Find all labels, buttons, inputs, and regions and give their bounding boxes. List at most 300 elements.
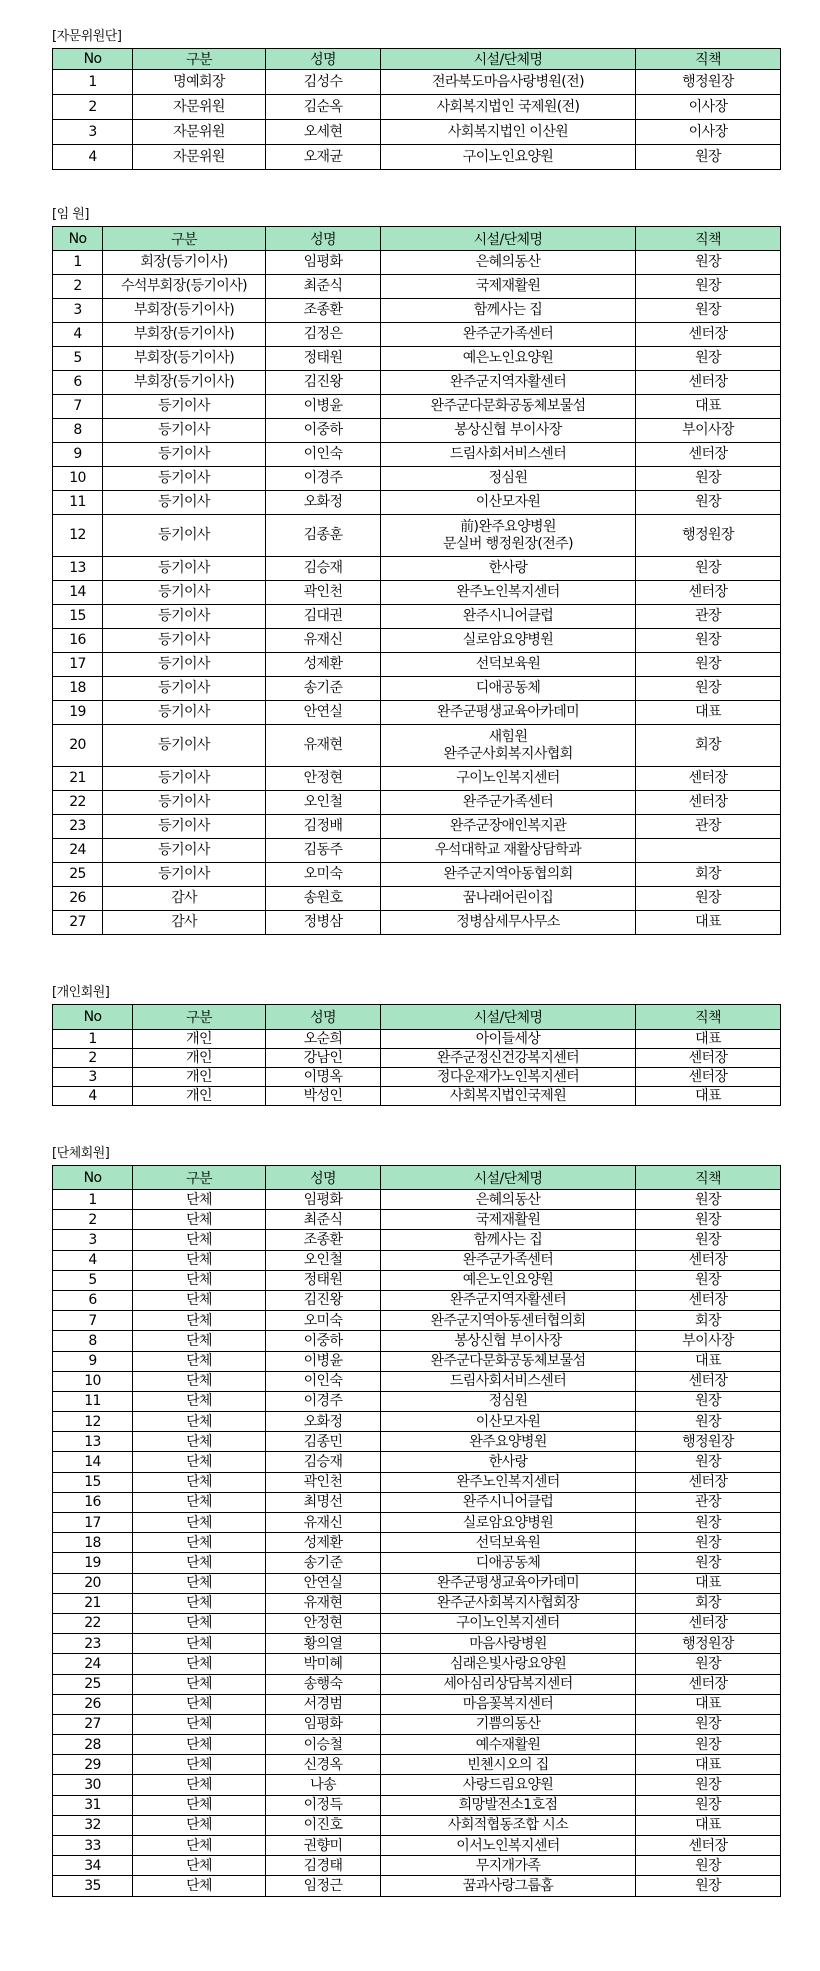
table-row: [53, 1513, 781, 1533]
cell-position: 원장: [636, 347, 781, 371]
individual-section: [52, 985, 780, 1106]
cell-position: 관장: [636, 1492, 781, 1512]
cell-no: 33: [53, 1836, 133, 1856]
cell-organization: 구이노인요양원: [381, 145, 636, 170]
cell-category: 단체: [133, 1573, 266, 1593]
table-row: [53, 1210, 781, 1230]
cell-no: 30: [53, 1775, 133, 1795]
cell-position: 회장: [636, 1311, 781, 1331]
cell-category: 등기이사: [103, 491, 266, 515]
cell-category: 단체: [133, 1331, 266, 1351]
cell-no: 6: [53, 371, 103, 395]
cell-category: 단체: [133, 1391, 266, 1411]
cell-position: 원장: [636, 1533, 781, 1553]
table-row: [53, 395, 781, 419]
cell-name: 이인숙: [266, 1371, 381, 1391]
cell-organization: 꿈과사랑그룹홈: [381, 1876, 636, 1896]
cell-name: 김동주: [266, 839, 381, 863]
cell-name: 오순희: [266, 1030, 381, 1049]
cell-position: 센터장: [636, 1836, 781, 1856]
cell-no: 1: [53, 1030, 133, 1049]
cell-category: 단체: [133, 1735, 266, 1755]
table-row: [53, 677, 781, 701]
table-row: [53, 887, 781, 911]
table-row: [53, 1068, 781, 1087]
cell-position: [636, 839, 781, 863]
table-row: [53, 1371, 781, 1391]
cell-organization: 완주군정신건강복지센터: [381, 1049, 636, 1068]
table-row: [53, 1492, 781, 1512]
table-row: [53, 1613, 781, 1633]
cell-position: 관장: [636, 815, 781, 839]
table-row: [53, 1049, 781, 1068]
cell-organization: 예수재활원: [381, 1735, 636, 1755]
cell-name: 오재균: [266, 145, 381, 170]
cell-name: 송행숙: [266, 1674, 381, 1694]
cell-category: 개인: [133, 1068, 266, 1087]
table-row: [53, 1553, 781, 1573]
cell-no: 22: [53, 791, 103, 815]
cell-no: 24: [53, 839, 103, 863]
cell-position: 원장: [636, 275, 781, 299]
cell-name: 임정근: [266, 1876, 381, 1896]
column-header-no: No: [53, 1166, 133, 1190]
cell-no: 13: [53, 557, 103, 581]
cell-name: 이병윤: [266, 395, 381, 419]
cell-position: 센터장: [636, 323, 781, 347]
group-table: [52, 1165, 781, 1897]
cell-no: 16: [53, 629, 103, 653]
cell-name: 최준식: [266, 1210, 381, 1230]
cell-position: 센터장: [636, 791, 781, 815]
cell-position: 센터장: [636, 1472, 781, 1492]
cell-organization: 이산모자원: [381, 491, 636, 515]
cell-organization: 마음사랑병원: [381, 1634, 636, 1654]
cell-category: 등기이사: [103, 725, 266, 767]
cell-organization: 국제재활원: [381, 275, 636, 299]
cell-name: 오화정: [266, 491, 381, 515]
table-row: [53, 299, 781, 323]
column-header-name: 성명: [266, 49, 381, 70]
table-row: [53, 1250, 781, 1270]
cell-line: 완주군사회복지사협회: [443, 745, 573, 762]
cell-name: 김진왕: [266, 371, 381, 395]
cell-name: 조종환: [266, 299, 381, 323]
cell-organization: 완주군지역아동협의회: [381, 863, 636, 887]
cell-no: 8: [53, 1331, 133, 1351]
officers-title: [임 원]: [52, 207, 89, 222]
column-header-name: 성명: [266, 1005, 381, 1030]
cell-no: 26: [53, 1694, 133, 1714]
officers-table: [52, 226, 781, 935]
cell-organization: 실로암요양병원: [381, 1513, 636, 1533]
cell-line: 문실버 행정원장(전주): [443, 535, 573, 552]
cell-organization: 완주군지역자활센터: [381, 371, 636, 395]
individual-title: [개인회원]: [52, 985, 110, 1000]
cell-category: 등기이사: [103, 839, 266, 863]
cell-name: 이경주: [266, 467, 381, 491]
cell-name: 곽인천: [266, 1472, 381, 1492]
table-row: [53, 251, 781, 275]
cell-organization: 우석대학교 재활상담학과: [381, 839, 636, 863]
cell-name: 송원호: [266, 887, 381, 911]
cell-name: 조종환: [266, 1230, 381, 1250]
cell-category: 단체: [133, 1290, 266, 1310]
cell-position: 원장: [636, 1210, 781, 1230]
cell-line: 前)완주요양병원: [460, 519, 556, 536]
cell-category: 부회장(등기이사): [103, 371, 266, 395]
cell-category: 단체: [133, 1755, 266, 1775]
cell-organization: 선덕보육원: [381, 653, 636, 677]
cell-position: 원장: [636, 1452, 781, 1472]
cell-position: 원장: [636, 1876, 781, 1896]
cell-category: 개인: [133, 1049, 266, 1068]
cell-category: 단체: [133, 1795, 266, 1815]
cell-name: 강남인: [266, 1049, 381, 1068]
cell-name: 권향미: [266, 1836, 381, 1856]
cell-position: 센터장: [636, 1371, 781, 1391]
table-row: [53, 1412, 781, 1432]
cell-category: 단체: [133, 1553, 266, 1573]
cell-category: 단체: [133, 1613, 266, 1633]
cell-no: 3: [53, 1230, 133, 1250]
cell-category: 단체: [133, 1634, 266, 1654]
cell-organization: 완주군평생교육아카데미: [381, 1573, 636, 1593]
cell-no: 23: [53, 815, 103, 839]
table-row: [53, 371, 781, 395]
cell-name: 박성인: [266, 1087, 381, 1106]
cell-category: 단체: [133, 1371, 266, 1391]
cell-name: 정병삼: [266, 911, 381, 935]
cell-organization: 구이노인복지센터: [381, 1613, 636, 1633]
cell-no: 11: [53, 1391, 133, 1411]
cell-no: 15: [53, 605, 103, 629]
cell-organization: 완주군평생교육아카데미: [381, 701, 636, 725]
cell-name: 안정현: [266, 767, 381, 791]
cell-category: 자문위원: [133, 95, 266, 120]
cell-no: 16: [53, 1492, 133, 1512]
cell-no: 4: [53, 323, 103, 347]
cell-no: 15: [53, 1472, 133, 1492]
cell-no: 1: [53, 1190, 133, 1210]
cell-organization: 희망발전소1호점: [381, 1795, 636, 1815]
cell-position: 원장: [636, 1230, 781, 1250]
cell-organization: 디애공동체: [381, 1553, 636, 1573]
cell-no: 3: [53, 299, 103, 323]
cell-name: 오인철: [266, 791, 381, 815]
cell-category: 등기이사: [103, 677, 266, 701]
cell-name: 이중하: [266, 419, 381, 443]
cell-organization: 완주군다문화공동체보물섬: [381, 1351, 636, 1371]
cell-category: 부회장(등기이사): [103, 347, 266, 371]
cell-no: 20: [53, 725, 103, 767]
cell-name: 김정은: [266, 323, 381, 347]
cell-no: 24: [53, 1654, 133, 1674]
column-header-category: 구분: [133, 1166, 266, 1190]
cell-name: 서경범: [266, 1694, 381, 1714]
cell-no: 4: [53, 145, 133, 170]
cell-no: 9: [53, 443, 103, 467]
cell-no: 27: [53, 1714, 133, 1734]
cell-organization: 사회복지법인 이산원: [381, 120, 636, 145]
cell-no: 17: [53, 653, 103, 677]
cell-category: 부회장(등기이사): [103, 299, 266, 323]
cell-position: 대표: [636, 1351, 781, 1371]
cell-position: 원장: [636, 1270, 781, 1290]
cell-no: 3: [53, 1068, 133, 1087]
cell-name: 오미숙: [266, 863, 381, 887]
cell-no: 1: [53, 70, 133, 95]
cell-organization: 완주요양병원: [381, 1432, 636, 1452]
cell-position: 원장: [636, 653, 781, 677]
cell-position: 센터장: [636, 1049, 781, 1068]
table-row: [53, 1856, 781, 1876]
table-row: [53, 1815, 781, 1835]
cell-organization: 은혜의동산: [381, 1190, 636, 1210]
table-row: [53, 1391, 781, 1411]
table-row: [53, 1533, 781, 1553]
column-header-position: 직책: [636, 227, 781, 251]
cell-organization: 빈첸시오의 집: [381, 1755, 636, 1775]
cell-organization: 완주군가족센터: [381, 323, 636, 347]
table-row: [53, 581, 781, 605]
cell-position: 회장: [636, 1593, 781, 1613]
cell-organization: 꿈나래어린이집: [381, 887, 636, 911]
cell-category: 등기이사: [103, 395, 266, 419]
cell-category: 등기이사: [103, 791, 266, 815]
cell-no: 14: [53, 581, 103, 605]
cell-no: 10: [53, 467, 103, 491]
cell-no: 22: [53, 1613, 133, 1633]
cell-position: 센터장: [636, 371, 781, 395]
cell-organization: 정다운재가노인복지센터: [381, 1068, 636, 1087]
cell-position: 센터장: [636, 1613, 781, 1633]
advisory-title: [자문위원단]: [52, 29, 122, 44]
cell-organization: 완주노인복지센터: [381, 1472, 636, 1492]
cell-no: 25: [53, 863, 103, 887]
cell-name: 성제환: [266, 653, 381, 677]
cell-organization: 완주시니어클럽: [381, 605, 636, 629]
cell-position: 원장: [636, 1190, 781, 1210]
cell-position: 회장: [636, 863, 781, 887]
cell-name: 나송: [266, 1775, 381, 1795]
cell-position: 부이사장: [636, 419, 781, 443]
cell-position: 센터장: [636, 581, 781, 605]
cell-category: 단체: [133, 1674, 266, 1694]
cell-organization: 한사랑: [381, 1452, 636, 1472]
table-row: [53, 1351, 781, 1371]
cell-position: 이사장: [636, 120, 781, 145]
cell-organization: 선덕보육원: [381, 1533, 636, 1553]
cell-position: 이사장: [636, 95, 781, 120]
cell-position: 센터장: [636, 1068, 781, 1087]
cell-category: 등기이사: [103, 605, 266, 629]
table-row: [53, 1755, 781, 1775]
table-row: [53, 1654, 781, 1674]
table-row: [53, 701, 781, 725]
table-row: [53, 120, 781, 145]
cell-name: 이진호: [266, 1815, 381, 1835]
cell-organization: [381, 515, 636, 557]
cell-name: 이인숙: [266, 443, 381, 467]
cell-position: 대표: [636, 1755, 781, 1775]
cell-position: 원장: [636, 1795, 781, 1815]
table-row: [53, 767, 781, 791]
cell-no: 19: [53, 1553, 133, 1573]
cell-no: 10: [53, 1371, 133, 1391]
cell-name: 오화정: [266, 1412, 381, 1432]
cell-position: 원장: [636, 251, 781, 275]
cell-category: 개인: [133, 1087, 266, 1106]
cell-category: 단체: [133, 1351, 266, 1371]
cell-no: 6: [53, 1290, 133, 1310]
header-row: [53, 1005, 781, 1030]
cell-category: 등기이사: [103, 653, 266, 677]
table-row: [53, 1087, 781, 1106]
cell-organization: 구이노인복지센터: [381, 767, 636, 791]
cell-name: 안연실: [266, 1573, 381, 1593]
cell-organization: 아이들세상: [381, 1030, 636, 1049]
cell-no: 2: [53, 95, 133, 120]
table-row: [53, 1270, 781, 1290]
table-row: [53, 443, 781, 467]
cell-name: 성제환: [266, 1533, 381, 1553]
cell-category: 단체: [133, 1694, 266, 1714]
group-title: [단체회원]: [52, 1146, 110, 1161]
cell-position: 대표: [636, 1030, 781, 1049]
cell-no: 27: [53, 911, 103, 935]
cell-category: 단체: [133, 1714, 266, 1734]
cell-position: 대표: [636, 1815, 781, 1835]
cell-organization: 드림사회서비스센터: [381, 1371, 636, 1391]
cell-position: 대표: [636, 911, 781, 935]
cell-category: 등기이사: [103, 557, 266, 581]
cell-position: 부이사장: [636, 1331, 781, 1351]
cell-organization: 디애공동체: [381, 677, 636, 701]
cell-organization: 사회복지법인국제원: [381, 1087, 636, 1106]
column-header-organization: 시설/단체명: [381, 49, 636, 70]
cell-no: 32: [53, 1815, 133, 1835]
cell-organization: 사랑드림요양원: [381, 1775, 636, 1795]
table-row: [53, 1714, 781, 1734]
cell-organization: 완주군사회복지사협회장: [381, 1593, 636, 1613]
table-row: [53, 70, 781, 95]
table-row: [53, 1190, 781, 1210]
cell-category: 단체: [133, 1533, 266, 1553]
cell-name: 임평화: [266, 1714, 381, 1734]
advisory-section: [52, 29, 780, 170]
cell-category: 등기이사: [103, 581, 266, 605]
cell-name: 이정득: [266, 1795, 381, 1815]
cell-no: 7: [53, 395, 103, 419]
table-row: [53, 1694, 781, 1714]
column-header-organization: 시설/단체명: [381, 1166, 636, 1190]
cell-no: 4: [53, 1087, 133, 1106]
cell-position: 회장: [636, 725, 781, 767]
column-header-no: No: [53, 49, 133, 70]
cell-no: 35: [53, 1876, 133, 1896]
cell-name: 정태원: [266, 1270, 381, 1290]
cell-position: 행정원장: [636, 1634, 781, 1654]
table-row: [53, 1876, 781, 1896]
cell-no: 29: [53, 1755, 133, 1775]
cell-organization: 국제재활원: [381, 1210, 636, 1230]
cell-organization: 완주노인복지센터: [381, 581, 636, 605]
cell-name: 김정배: [266, 815, 381, 839]
cell-position: 원장: [636, 299, 781, 323]
cell-organization: 사회복지법인 국제원(전): [381, 95, 636, 120]
cell-name: 김승재: [266, 557, 381, 581]
cell-organization: 실로암요양병원: [381, 629, 636, 653]
cell-category: 단체: [133, 1654, 266, 1674]
column-header-organization: 시설/단체명: [381, 227, 636, 251]
cell-organization: 마음꽃복지센터: [381, 1694, 636, 1714]
cell-position: 원장: [636, 677, 781, 701]
cell-category: 단체: [133, 1513, 266, 1533]
cell-position: 행정원장: [636, 515, 781, 557]
cell-position: 원장: [636, 1856, 781, 1876]
table-row: [53, 911, 781, 935]
column-header-position: 직책: [636, 49, 781, 70]
cell-position: 원장: [636, 629, 781, 653]
cell-category: 등기이사: [103, 629, 266, 653]
cell-category: 자문위원: [133, 120, 266, 145]
cell-no: 26: [53, 887, 103, 911]
cell-category: 단체: [133, 1311, 266, 1331]
cell-no: 28: [53, 1735, 133, 1755]
cell-position: 행정원장: [636, 70, 781, 95]
cell-name: 이명옥: [266, 1068, 381, 1087]
cell-position: 원장: [636, 1654, 781, 1674]
cell-organization: 함께사는 집: [381, 1230, 636, 1250]
table-row: [53, 1311, 781, 1331]
cell-no: 7: [53, 1311, 133, 1331]
cell-category: 회장(등기이사): [103, 251, 266, 275]
table-row: [53, 1452, 781, 1472]
cell-organization: 완주군지역아동센터협의회: [381, 1311, 636, 1331]
table-row: [53, 863, 781, 887]
cell-name: 임평화: [266, 251, 381, 275]
table-row: [53, 1030, 781, 1049]
column-header-position: 직책: [636, 1005, 781, 1030]
cell-name: 정태원: [266, 347, 381, 371]
table-row: [53, 1230, 781, 1250]
cell-no: 18: [53, 677, 103, 701]
table-row: [53, 1593, 781, 1613]
cell-category: 등기이사: [103, 767, 266, 791]
column-header-position: 직책: [636, 1166, 781, 1190]
cell-category: 단체: [133, 1250, 266, 1270]
cell-no: 17: [53, 1513, 133, 1533]
column-header-category: 구분: [103, 227, 266, 251]
cell-name: 최준식: [266, 275, 381, 299]
cell-category: 단체: [133, 1412, 266, 1432]
cell-no: 1: [53, 251, 103, 275]
cell-organization: 완주군다문화공동체보물섬: [381, 395, 636, 419]
cell-position: 원장: [636, 145, 781, 170]
cell-no: 25: [53, 1674, 133, 1694]
cell-name: 김종민: [266, 1432, 381, 1452]
table-row: [53, 815, 781, 839]
cell-name: 김대권: [266, 605, 381, 629]
cell-no: 2: [53, 275, 103, 299]
cell-no: 21: [53, 767, 103, 791]
table-row: [53, 557, 781, 581]
cell-no: 5: [53, 347, 103, 371]
cell-organization: 사회적협동조합 시소: [381, 1815, 636, 1835]
cell-category: 단체: [133, 1270, 266, 1290]
table-row: [53, 839, 781, 863]
